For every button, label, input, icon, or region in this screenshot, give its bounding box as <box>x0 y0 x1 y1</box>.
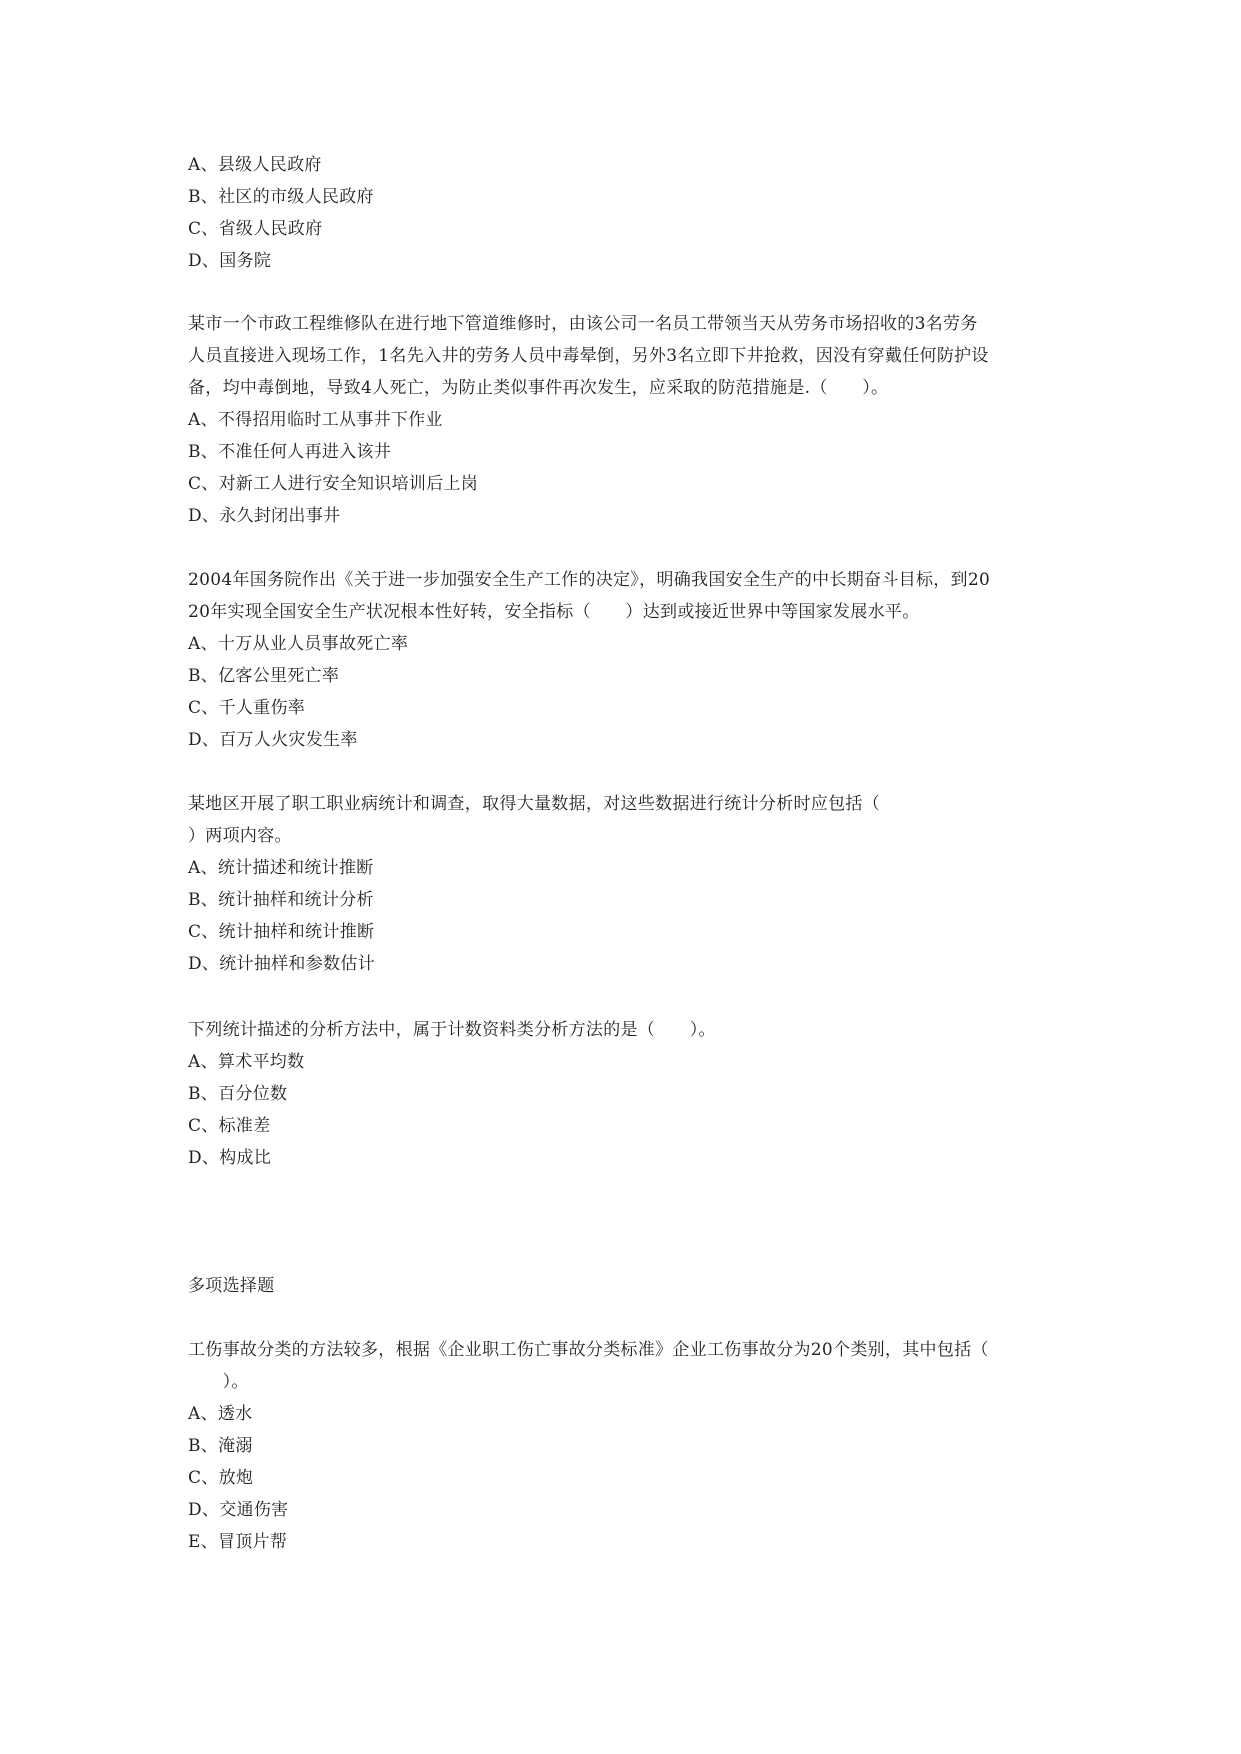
question-line: 2004年国务院作出《关于进一步加强安全生产工作的决定》，明确我国安全生产的中长期奋斗目标，到20 <box>188 570 991 590</box>
question-line: 某地区开展了职工职业病统计和调查，取得大量数据，对这些数据进行统计分析时应包括（ <box>188 794 880 814</box>
section-heading: 多项选择题 <box>188 1276 275 1296</box>
option-line: C、对新工人进行安全知识培训后上岗 <box>188 474 479 494</box>
option-line: B、统计抽样和统计分析 <box>188 890 374 910</box>
option-line: A、不得招用临时工从事井下作业 <box>188 410 443 430</box>
option-line: A、透水 <box>188 1404 253 1424</box>
question-line: 20年实现全国安全生产状况根本性好转，安全指标（ ）达到或接近世界中等国家发展水平。 <box>188 602 920 622</box>
option-line: D、百万人火灾发生率 <box>188 730 358 750</box>
option-line: D、永久封闭出事井 <box>188 506 341 526</box>
option-line: E、冒顶片帮 <box>188 1532 288 1552</box>
option-line: D、国务院 <box>188 251 272 271</box>
option-line: A、统计描述和统计推断 <box>188 858 374 878</box>
option-line: C、标准差 <box>188 1116 271 1136</box>
option-line: A、县级人民政府 <box>188 155 322 175</box>
option-line: C、千人重伤率 <box>188 698 306 718</box>
question-line: 工伤事故分类的方法较多，根据《企业职工伤亡事故分类标准》企业工伤事故分为20个类别，其中包括（ <box>188 1340 989 1360</box>
question-line: 人员直接进入现场工作，1名先入井的劳务人员中毒晕倒，另外3名立即下井抢救，因没有穿戴任何防护设 <box>188 346 989 366</box>
question-line: ）。 <box>188 1372 249 1392</box>
option-line: C、放炮 <box>188 1468 254 1488</box>
question-line: 备，均中毒倒地，导致4人死亡，为防止类似事件再次发生，应采取的防范措施是.（ ）。 <box>188 378 889 398</box>
question-line: 下列统计描述的分析方法中，属于计数资料类分析方法的是（ ）。 <box>188 1020 716 1040</box>
option-line: A、十万从业人员事故死亡率 <box>188 634 409 654</box>
option-line: C、统计抽样和统计推断 <box>188 922 375 942</box>
option-line: D、统计抽样和参数估计 <box>188 954 375 974</box>
option-line: B、社区的市级人民政府 <box>188 187 374 207</box>
option-line: B、亿客公里死亡率 <box>188 666 340 686</box>
option-line: D、构成比 <box>188 1148 272 1168</box>
option-line: B、百分位数 <box>188 1084 288 1104</box>
option-line: B、不准任何人再进入该井 <box>188 442 392 462</box>
option-line: C、省级人民政府 <box>188 219 323 239</box>
option-line: D、交通伤害 <box>188 1500 289 1520</box>
option-line: A、算术平均数 <box>188 1052 305 1072</box>
question-line: 某市一个市政工程维修队在进行地下管道维修时，由该公司一名员工带领当天从劳务市场招收的3名劳务 <box>188 314 978 334</box>
option-line: B、淹溺 <box>188 1436 253 1456</box>
question-line: ）两项内容。 <box>188 826 292 846</box>
